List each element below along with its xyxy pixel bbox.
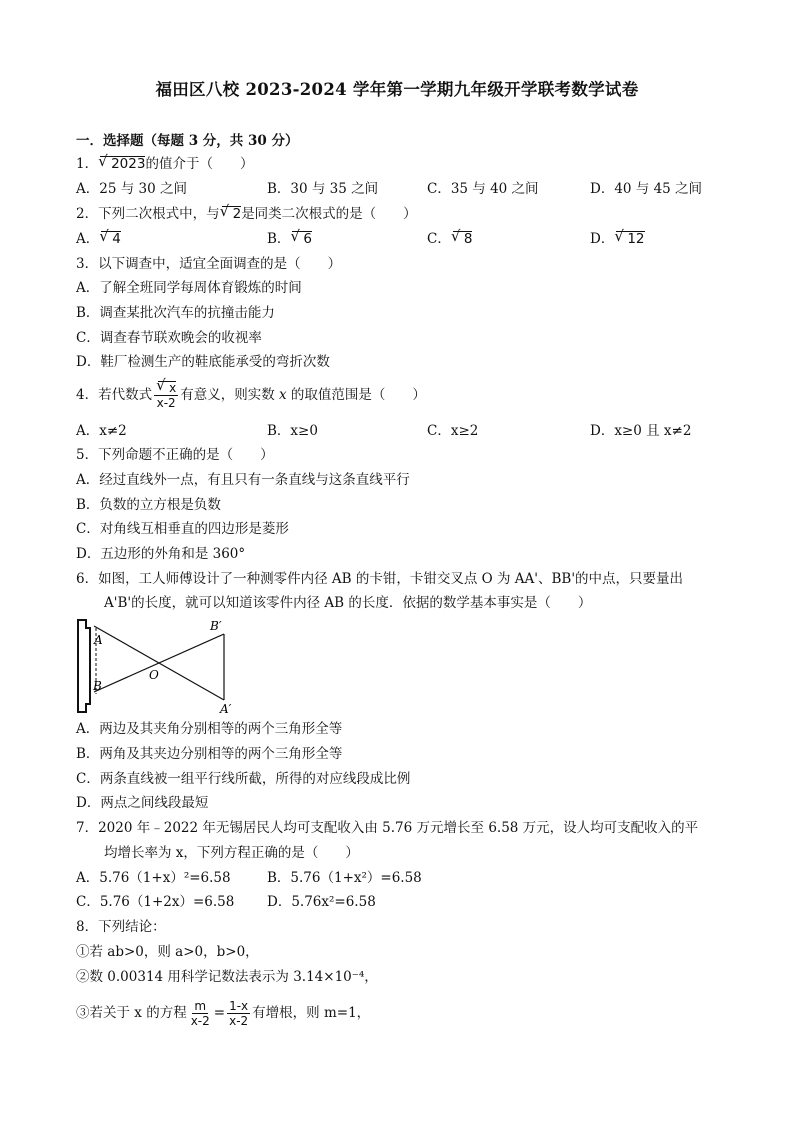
q3-stem: 3．以下调查中，适宜全面调查的是（ ） [76, 256, 342, 272]
q3-option-a: A．了解全班同学每周体育锻炼的时间 [76, 280, 302, 296]
q8-statement-2: ②数 0.00314 用科学记数法表示为 3.14×10⁻⁴， [76, 969, 378, 985]
q5-stem: 5．下列命题不正确的是（ ） [76, 447, 274, 463]
q2-option-c-radical: √ 8 [453, 231, 473, 247]
q4-fraction-denominator: x-2 [156, 396, 176, 410]
q8-fraction-1-numerator: m [194, 999, 207, 1013]
arm-bb-prime [94, 634, 224, 692]
q7-option-b: B．5.76（1+x²）=6.58 [267, 870, 422, 886]
q4-option-a: A．x≠2 [76, 423, 127, 439]
q4-numerator-radical: √ x [158, 381, 176, 395]
q6-option-c: C．两条直线被一组平行线所截，所得的对应线段成比例 [76, 771, 411, 787]
q4-stem [76, 378, 426, 412]
q7-stem-line2: 均增长率为 x，下列方程正确的是（ ） [104, 845, 359, 861]
q4-fraction-numerator [154, 381, 178, 396]
q8-fraction-2-denominator: x-2 [229, 1014, 249, 1028]
q4-text-post: 的取值范围是（ ） [286, 387, 426, 403]
q2-option-d-radical: √ 12 [616, 231, 644, 247]
q8-stem: 8．下列结论： [76, 919, 166, 935]
q1-option-c: C．35 与 40 之间 [427, 181, 539, 197]
q2-option-b-radical: √ 6 [292, 231, 312, 247]
q8-fraction-1-denominator: x-2 [190, 1014, 210, 1028]
q1-option-b: B．30 与 35 之间 [267, 181, 379, 197]
q2-option-d-label: D． [590, 231, 615, 247]
q6-stem-line2: A'B'的长度，就可以知道该零件内径 AB 的长度．依据的数学基本事实是（ ） [104, 595, 592, 611]
q1-option-a: A．25 与 30 之间 [76, 181, 187, 197]
q8-s3-text-post: 有增根，则 m=1， [252, 1005, 371, 1021]
q2-option-c [427, 230, 472, 248]
caliper-figure [72, 616, 252, 716]
q4-option-b: B．x≥0 [267, 423, 318, 439]
q6-option-a: A．两边及其夹角分别相等的两个三角形全等 [76, 721, 343, 737]
q3-option-d: D．鞋厂检测生产的鞋底能承受的弯折次数 [76, 354, 330, 370]
q4-option-c: C．x≥2 [427, 423, 479, 439]
q1-radical: √ 2023 [100, 156, 145, 172]
q2-option-b-label: B． [267, 231, 291, 247]
q1-number: 1． [76, 156, 99, 172]
q2-radical: √ 2 [222, 206, 242, 222]
q4-variable: x [279, 387, 287, 403]
q2-option-d [590, 230, 645, 248]
q4-option-d: D．x≥0 且 x≠2 [590, 423, 692, 439]
section-heading: 一．选择题（每题 3 分，共 30 分） [76, 133, 299, 149]
q4-fraction [154, 381, 178, 410]
label-b-prime: B′ [210, 619, 222, 633]
q2-text-post: 是同类二次根式的是（ ） [241, 206, 417, 222]
exam-title: 福田区八校 2023-2024 学年第一学期九年级开学联考数学试卷 [155, 80, 639, 99]
q2-stem [76, 205, 417, 223]
q6-option-b: B．两角及其夹边分别相等的两个三角形全等 [76, 746, 343, 762]
q6-option-d: D．两点之间线段最短 [76, 795, 209, 811]
q2-option-a-label: A． [76, 231, 100, 247]
q5-option-c: C．对角线互相垂直的四边形是菱形 [76, 521, 289, 537]
q2-text-pre: 2．下列二次根式中，与 [76, 206, 220, 222]
q4-text-pre: 4．若代数式 [76, 387, 153, 403]
q1-text: 的值介于（ ） [145, 156, 254, 172]
q6-stem-line1: 6．如图，工人师傅设计了一种测零件内径 AB 的卡钳，卡钳交叉点 O 为 AA'、BB'的中点，只要量出 [76, 571, 684, 587]
q5-option-a: A．经过直线外一点，有且只有一条直线与这条直线平行 [76, 472, 410, 488]
q8-s3-text-pre: ③若关于 x 的方程 [76, 1005, 187, 1021]
label-b: B [93, 679, 102, 693]
q8-fraction-2-numerator: 1-x [229, 999, 249, 1013]
q1-option-d: D．40 与 45 之间 [590, 181, 703, 197]
q5-option-d: D．五边形的外角和是 360° [76, 546, 246, 562]
q8-statement-1: ①若 ab>0，则 a>0，b>0， [76, 944, 259, 960]
q8-fraction-1 [189, 999, 212, 1028]
q7-stem-line1: 7．2020 年﹣2022 年无锡居民人均可支配收入由 5.76 万元增长至 6.58 万元，设人均可支配收入的平 [76, 820, 699, 836]
label-a: A [94, 633, 103, 647]
q2-option-a [76, 230, 121, 248]
q2-option-a-radical: √ 4 [101, 231, 121, 247]
q1-stem [76, 155, 253, 173]
q4-text-mid: 有意义，则实数 [180, 387, 279, 403]
q8-fraction-2 [227, 999, 250, 1028]
q5-option-b: B．负数的立方根是负数 [76, 497, 221, 513]
q7-option-d: D．5.76x²=6.58 [267, 894, 376, 910]
q3-option-b: B．调查某批次汽车的抗撞击能力 [76, 305, 275, 321]
q8-equals: = [213, 1005, 226, 1021]
q3-option-c: C．调查春节联欢晚会的收视率 [76, 330, 262, 346]
label-o: O [149, 668, 159, 682]
q2-option-c-label: C． [427, 231, 451, 247]
label-a-prime: A′ [220, 702, 232, 716]
q2-option-b [267, 230, 312, 248]
part-outline [78, 620, 90, 712]
q7-option-c: C．5.76（1+2x）=6.58 [76, 894, 235, 910]
q7-option-a: A．5.76（1+x）²=6.58 [76, 870, 231, 886]
q8-statement-3 [76, 996, 370, 1030]
